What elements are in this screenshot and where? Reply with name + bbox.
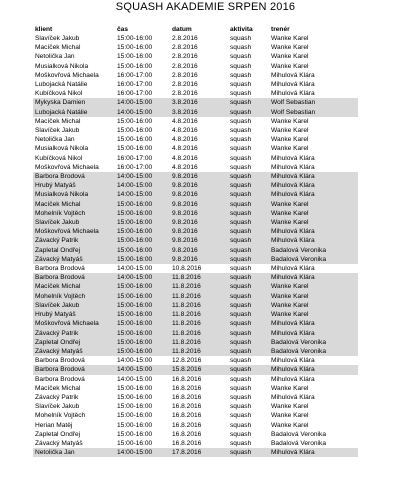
table-row (33, 384, 358, 393)
cell-client: Závacký Matyáš (33, 255, 115, 264)
cell-date: 9.8.2016 (170, 181, 228, 190)
cell-date: 16.8.2016 (172, 384, 202, 392)
cell-date: 16.8.2016 (172, 393, 202, 401)
cell-activity: squash (230, 136, 252, 144)
cell-client: Macíček Michal (35, 384, 81, 392)
table-row (33, 135, 358, 144)
cell-activity: squash (228, 172, 269, 181)
cell-time: 15:00-16:00 (117, 44, 153, 52)
cell-time: 15:00-16:00 (117, 439, 153, 447)
cell-time: 14:00-15:00 (115, 273, 170, 282)
cell-trainer: Mihulová Klára (269, 365, 358, 374)
cell-trainer: Mihulová Klára (271, 81, 315, 89)
cell-activity: squash (230, 265, 252, 273)
cell-activity: squash (228, 246, 269, 255)
cell-client: Netolička Jan (35, 136, 75, 144)
cell-date: 2.8.2016 (172, 90, 198, 98)
cell-trainer: Mihulová Klára (269, 236, 358, 245)
cell-activity: squash (230, 154, 252, 162)
cell-trainer: Wolf Sebastian (269, 108, 358, 117)
cell-date: 11.8.2016 (170, 310, 228, 319)
cell-date: 2.8.2016 (172, 35, 198, 42)
table-row (33, 393, 358, 402)
cell-trainer: Badalová Veronika (271, 430, 326, 438)
cell-date: 9.8.2016 (170, 172, 228, 181)
cell-time: 15:00-16:00 (117, 430, 153, 438)
cell-client: Macíček Michal (35, 44, 81, 52)
cell-trainer: Mihulová Klára (269, 172, 358, 181)
cell-time: 15:00-16:00 (117, 421, 153, 429)
cell-time: 15:00-16:00 (115, 319, 170, 328)
cell-activity: squash (228, 338, 269, 347)
cell-trainer: Mihulová Klára (271, 265, 315, 273)
cell-client: Barbora Brodová (33, 172, 115, 181)
cell-activity: squash (228, 365, 269, 374)
cell-client: Herian Matěj (35, 421, 73, 429)
table-row (33, 273, 358, 282)
table-row (33, 108, 358, 117)
cell-date: 2.8.2016 (172, 44, 198, 52)
cell-date: 16.8.2016 (172, 439, 202, 447)
cell-trainer: Badalová Veronika (269, 255, 358, 264)
cell-time: 15:00-16:00 (115, 282, 170, 291)
table-row (33, 43, 358, 52)
table-row (33, 144, 358, 153)
cell-time: 16:00-17:00 (117, 154, 153, 162)
cell-date: 4.8.2016 (172, 163, 198, 171)
cell-date: 4.8.2016 (172, 127, 198, 135)
cell-date: 9.8.2016 (170, 246, 228, 255)
cell-time: 14:00-15:00 (117, 265, 153, 273)
table-row (33, 181, 358, 190)
cell-date: 2.8.2016 (172, 62, 198, 70)
cell-activity: squash (228, 98, 269, 107)
cell-client: Moškovřová Michaela (33, 227, 115, 236)
cell-date: 11.8.2016 (170, 273, 228, 282)
table-row (33, 227, 358, 236)
cell-client: Zapletal Ondřej (33, 246, 115, 255)
table-row (33, 329, 358, 338)
cell-trainer: Wanke Karel (271, 44, 309, 52)
cell-time: 15:00-16:00 (115, 209, 170, 218)
cell-time: 14:00-15:00 (117, 357, 153, 365)
table-row (33, 172, 358, 181)
cell-client: Zapletal Ondřej (35, 430, 81, 438)
cell-date: 4.8.2016 (172, 154, 198, 162)
table-row (33, 34, 358, 43)
table-row (33, 448, 358, 457)
table-row (33, 319, 358, 328)
cell-activity: squash (230, 163, 252, 171)
cell-date: 4.8.2016 (172, 136, 198, 144)
cell-date: 9.8.2016 (170, 190, 228, 199)
cell-activity: squash (230, 62, 252, 70)
cell-date: 16.8.2016 (172, 412, 202, 420)
cell-activity: squash (230, 71, 252, 79)
cell-client: Barbora Brodová (35, 375, 85, 383)
cell-trainer: Wanke Karel (271, 421, 309, 429)
cell-activity: squash (228, 292, 269, 301)
column-header-trener: trenér (271, 26, 290, 33)
cell-trainer: Wolf Sebastian (269, 98, 358, 107)
table-row (33, 411, 358, 420)
cell-trainer: Wanke Karel (271, 127, 309, 135)
cell-activity: squash (228, 218, 269, 227)
cell-client: Mohelník Vojtěch (33, 292, 115, 301)
cell-client: Závacký Patrik (33, 329, 115, 338)
cell-trainer: Mihulová Klára (269, 190, 358, 199)
table-row (33, 430, 358, 439)
cell-trainer: Wanke Karel (269, 209, 358, 218)
cell-client: Barbora Brodová (35, 265, 85, 273)
cell-time: 16:00-17:00 (117, 71, 153, 79)
cell-activity: squash (228, 448, 269, 457)
cell-time: 15:00-16:00 (115, 236, 170, 245)
cell-activity: squash (228, 319, 269, 328)
cell-date: 16.8.2016 (172, 403, 202, 411)
cell-client: Slavíček Jakub (33, 301, 115, 310)
cell-time: 15:00-16:00 (115, 227, 170, 236)
cell-trainer: Mihulová Klára (269, 329, 358, 338)
cell-trainer: Badalová Veronika (269, 338, 358, 347)
table-row (33, 52, 358, 61)
cell-activity: squash (228, 190, 269, 199)
cell-time: 16:00-17:00 (117, 90, 153, 98)
cell-time: 16:00-17:00 (117, 81, 153, 89)
cell-activity: squash (230, 430, 252, 438)
cell-date: 11.8.2016 (170, 301, 228, 310)
cell-time: 15:00-16:00 (117, 403, 153, 411)
cell-activity: squash (230, 90, 252, 98)
cell-date: 9.8.2016 (170, 255, 228, 264)
cell-trainer: Mihulová Klára (271, 154, 315, 162)
cell-trainer: Wanke Karel (269, 310, 358, 319)
cell-activity: squash (228, 236, 269, 245)
cell-time: 15:00-16:00 (115, 255, 170, 264)
cell-trainer: Mihulová Klára (271, 90, 315, 98)
cell-activity: squash (230, 412, 252, 420)
cell-activity: squash (230, 44, 252, 52)
cell-time: 15:00-16:00 (115, 218, 170, 227)
cell-time: 15:00-16:00 (117, 384, 153, 392)
cell-time: 15:00-16:00 (117, 127, 153, 135)
cell-trainer: Mihulová Klára (269, 448, 358, 457)
cell-trainer: Wanke Karel (271, 145, 309, 153)
cell-activity: squash (230, 35, 252, 42)
cell-time: 15:00-16:00 (115, 292, 170, 301)
cell-time: 15:00-16:00 (115, 301, 170, 310)
cell-date: 3.8.2016 (170, 108, 228, 117)
table-row (33, 117, 358, 126)
cell-time: 14:00-15:00 (115, 98, 170, 107)
cell-date: 11.8.2016 (170, 292, 228, 301)
cell-trainer: Badalová Veronika (269, 347, 358, 356)
cell-time: 15:00-16:00 (117, 117, 153, 125)
cell-client: Závacký Patrik (35, 393, 79, 401)
cell-time: 15:00-16:00 (117, 393, 153, 401)
cell-client: Macíček Michal (35, 117, 81, 125)
table-row (33, 310, 358, 319)
table-row (33, 255, 358, 264)
table-row (33, 365, 358, 374)
cell-activity: squash (228, 310, 269, 319)
table-row (33, 439, 358, 448)
cell-activity: squash (230, 393, 252, 401)
cell-time: 14:00-15:00 (115, 190, 170, 199)
cell-date: 9.8.2016 (170, 218, 228, 227)
cell-client: Slavíček Jakub (35, 127, 80, 135)
cell-activity: squash (228, 255, 269, 264)
cell-date: 11.8.2016 (170, 347, 228, 356)
column-header-cas: čas (117, 26, 129, 33)
cell-trainer: Wanke Karel (269, 218, 358, 227)
cell-trainer: Mihulová Klára (269, 227, 358, 236)
table-row (33, 421, 358, 430)
cell-date: 9.8.2016 (170, 236, 228, 245)
cell-activity: squash (230, 145, 252, 153)
cell-trainer: Wanke Karel (271, 412, 309, 420)
cell-date: 10.8.2016 (172, 265, 202, 273)
cell-client: Závacký Patrik (33, 236, 115, 245)
cell-activity: squash (228, 301, 269, 310)
schedule-table (33, 26, 358, 457)
table-row (33, 154, 358, 163)
cell-date: 12.8.2016 (172, 357, 202, 365)
cell-client: Kubíčková Nikol (35, 154, 83, 162)
cell-activity: squash (230, 357, 252, 365)
cell-time: 14:00-15:00 (115, 181, 170, 190)
table-row (33, 301, 358, 310)
cell-time: 15:00-16:00 (115, 338, 170, 347)
column-header-datum: datum (172, 26, 192, 33)
cell-client: Macíček Michal (33, 200, 115, 209)
cell-time: 15:00-16:00 (117, 145, 153, 153)
table-row (33, 375, 358, 384)
cell-activity: squash (230, 53, 252, 61)
cell-trainer: Mihulová Klára (269, 181, 358, 190)
cell-trainer: Wanke Karel (271, 136, 309, 144)
cell-client: Macíček Michal (33, 282, 115, 291)
cell-client: Musialková Nikola (33, 190, 115, 199)
cell-activity: squash (228, 200, 269, 209)
cell-client: Závacký Matyáš (35, 439, 83, 447)
cell-trainer: Wanke Karel (271, 403, 309, 411)
cell-client: Musialková Nikola (35, 62, 89, 70)
cell-activity: squash (228, 273, 269, 282)
table-row (33, 347, 358, 356)
table-row (33, 80, 358, 89)
cell-time: 15:00-16:00 (115, 310, 170, 319)
cell-client: Slavíček Jakub (35, 35, 80, 42)
cell-activity: squash (230, 384, 252, 392)
cell-trainer: Wanke Karel (271, 53, 309, 61)
table-row (33, 89, 358, 98)
cell-client: Hrubý Matyáš (33, 181, 115, 190)
cell-client: Musialková Nikola (35, 145, 89, 153)
cell-activity: squash (228, 329, 269, 338)
cell-trainer: Wanke Karel (271, 35, 309, 42)
cell-date: 11.8.2016 (170, 329, 228, 338)
cell-client: Lubojacká Natálie (35, 81, 88, 89)
cell-time: 14:00-15:00 (115, 172, 170, 181)
cell-trainer: Mihulová Klára (271, 375, 315, 383)
cell-activity: squash (230, 421, 252, 429)
cell-trainer: Wanke Karel (271, 62, 309, 70)
cell-date: 11.8.2016 (170, 282, 228, 291)
cell-client: Mohelník Vojtěch (33, 209, 115, 218)
table-row (33, 62, 358, 71)
cell-date: 15.8.2016 (170, 365, 228, 374)
table-row (33, 282, 358, 291)
cell-date: 16.8.2016 (172, 375, 202, 383)
table-row (33, 264, 358, 273)
cell-trainer: Wanke Karel (269, 292, 358, 301)
cell-time: 16:00-17:00 (117, 163, 153, 171)
cell-time: 15:00-16:00 (117, 62, 153, 70)
table-row (33, 236, 358, 245)
cell-date: 17.8.2016 (170, 448, 228, 457)
cell-client: Barbora Brodová (35, 357, 85, 365)
table-row (33, 71, 358, 80)
cell-trainer: Mihulová Klára (271, 71, 315, 79)
column-header-aktivita: aktivita (230, 26, 253, 33)
table-row (33, 200, 358, 209)
cell-date: 16.8.2016 (172, 430, 202, 438)
cell-date: 2.8.2016 (172, 71, 198, 79)
cell-client: Netolička Jan (33, 448, 115, 457)
cell-time: 15:00-16:00 (115, 329, 170, 338)
cell-time: 15:00-16:00 (115, 200, 170, 209)
cell-client: Netolička Jan (35, 53, 75, 61)
cell-trainer: Badalová Veronika (271, 439, 326, 447)
table-row (33, 190, 358, 199)
cell-time: 15:00-16:00 (115, 347, 170, 356)
header-row (33, 26, 358, 34)
cell-client: Barbora Brodová (33, 273, 115, 282)
cell-date: 11.8.2016 (170, 338, 228, 347)
cell-time: 14:00-15:00 (115, 108, 170, 117)
cell-trainer: Mihulová Klára (269, 319, 358, 328)
cell-time: 15:00-16:00 (115, 246, 170, 255)
cell-trainer: Mihulová Klára (269, 273, 358, 282)
cell-date: 2.8.2016 (172, 81, 198, 89)
table-row (33, 402, 358, 411)
cell-activity: squash (228, 227, 269, 236)
cell-client: Moškovřová Michaela (33, 319, 115, 328)
page-title: SQUASH AKADEMIE SRPEN 2016 (115, 1, 296, 13)
cell-date: 2.8.2016 (172, 53, 198, 61)
cell-activity: squash (230, 403, 252, 411)
column-header-klient: klient (35, 26, 53, 33)
cell-time: 14:00-15:00 (115, 365, 170, 374)
table-row (33, 246, 358, 255)
cell-client: Moškovřová Michaela (35, 71, 99, 79)
cell-client: Barbora Brodová (33, 365, 115, 374)
cell-activity: squash (228, 347, 269, 356)
cell-date: 16.8.2016 (172, 421, 202, 429)
cell-client: Slavíček Jakub (35, 403, 80, 411)
cell-time: 14:00-15:00 (117, 375, 153, 383)
cell-date: 4.8.2016 (172, 117, 198, 125)
table-row (33, 356, 358, 365)
cell-activity: squash (228, 209, 269, 218)
table-row (33, 163, 358, 172)
cell-trainer: Wanke Karel (269, 200, 358, 209)
cell-activity: squash (230, 375, 252, 383)
cell-time: 15:00-16:00 (117, 412, 153, 420)
cell-activity: squash (230, 439, 252, 447)
cell-date: 11.8.2016 (170, 319, 228, 328)
cell-date: 9.8.2016 (170, 227, 228, 236)
cell-trainer: Wanke Karel (269, 282, 358, 291)
cell-client: Zapletal Ondřej (33, 338, 115, 347)
cell-trainer: Wanke Karel (271, 117, 309, 125)
cell-activity: squash (228, 181, 269, 190)
cell-date: 9.8.2016 (170, 209, 228, 218)
cell-date: 9.8.2016 (170, 200, 228, 209)
cell-date: 3.8.2016 (170, 98, 228, 107)
cell-activity: squash (228, 108, 269, 117)
table-row (33, 209, 358, 218)
cell-activity: squash (230, 81, 252, 89)
cell-trainer: Mihulová Klára (271, 357, 315, 365)
cell-trainer: Mihulová Klára (271, 393, 315, 401)
table-row (33, 218, 358, 227)
cell-time: 15:00-16:00 (117, 35, 153, 42)
cell-client: Slavíček Jakub (33, 218, 115, 227)
cell-activity: squash (230, 127, 252, 135)
cell-time: 15:00-16:00 (117, 53, 153, 61)
cell-activity: squash (230, 117, 252, 125)
cell-client: Kubíčková Nikol (35, 90, 83, 98)
cell-date: 4.8.2016 (172, 145, 198, 153)
cell-client: Hrubý Matyáš (33, 310, 115, 319)
cell-client: Závacký Matyáš (33, 347, 115, 356)
cell-time: 15:00-16:00 (117, 136, 153, 144)
cell-activity: squash (228, 282, 269, 291)
table-row (33, 292, 358, 301)
cell-trainer: Wanke Karel (269, 301, 358, 310)
cell-client: Mohelník Vojtěch (35, 412, 86, 420)
table-row (33, 338, 358, 347)
cell-client: Mykyska Damien (33, 98, 115, 107)
cell-client: Moškovřová Michaela (35, 163, 99, 171)
cell-trainer: Badalová Veronika (269, 246, 358, 255)
cell-client: Lubojacká Natálie (33, 108, 115, 117)
cell-trainer: Mihulová Klára (271, 163, 315, 171)
table-row (33, 98, 358, 107)
cell-time: 14:00-15:00 (115, 448, 170, 457)
cell-trainer: Wanke Karel (271, 384, 309, 392)
table-row (33, 126, 358, 135)
